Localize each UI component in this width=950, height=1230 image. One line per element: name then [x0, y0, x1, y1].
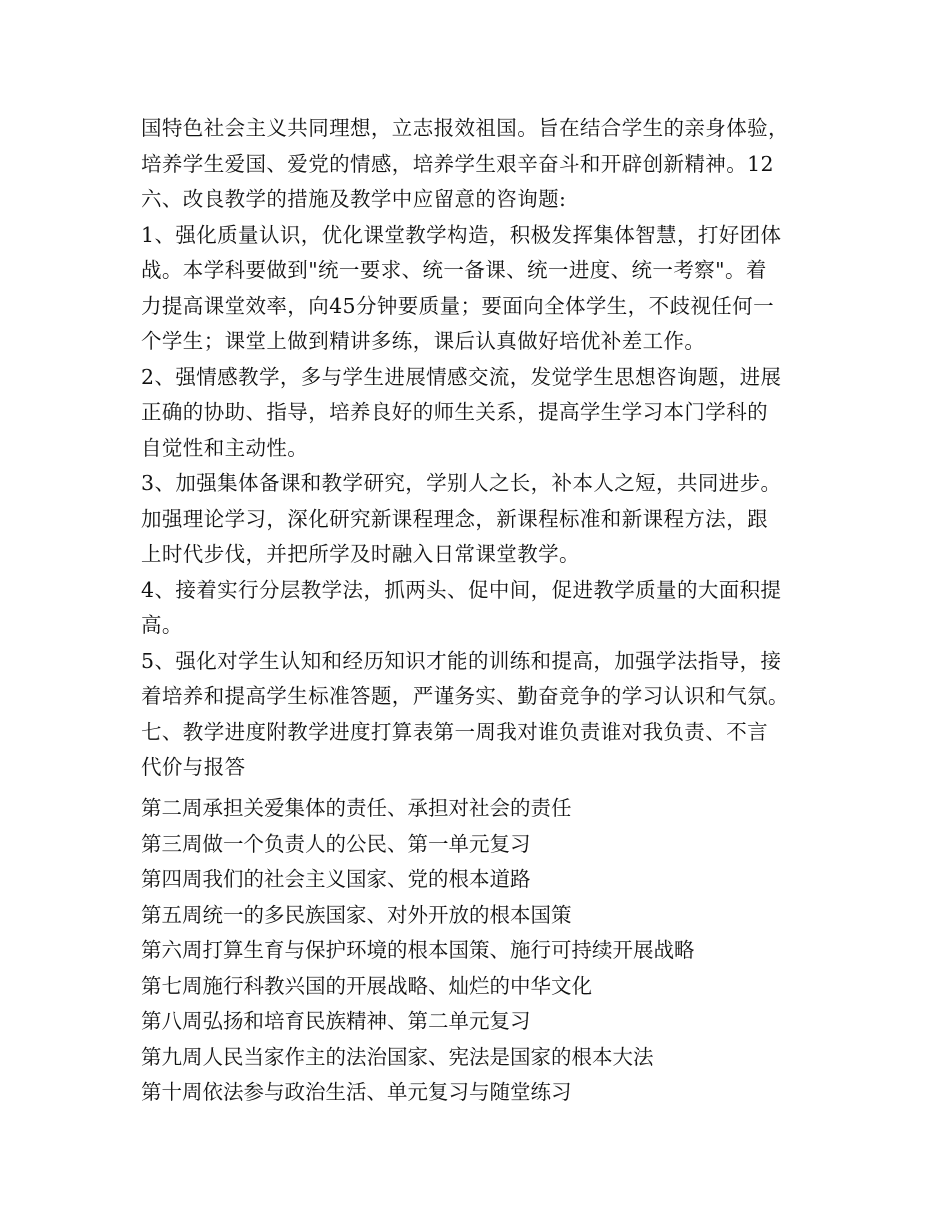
text-line: 个学生；课堂上做到精讲多练，课后认真做好培优补差工作。: [141, 329, 706, 353]
week-item: 第九周人民当家作主的法治国家、宪法是国家的根本大法: [141, 1044, 654, 1069]
week-item: 第二周承担关爱集体的责任、承担对社会的责任: [141, 796, 572, 820]
text-line: 着培养和提高学生标准答题，严谨务实、勤奋竞争的学习认识和气氛。: [141, 684, 789, 708]
text-line: 国特色社会主义共同理想，立志报效祖国。旨在结合学生的亲身体验，: [141, 116, 789, 140]
text-line: 5、强化对学生认知和经历知识才能的训练和提高，加强学法指导，接: [141, 648, 782, 673]
text-line: 4、接着实行分层教学法，抓两头、促中间，促进教学质量的大面积提: [141, 577, 782, 602]
week-item: 第八周弘扬和培育民族精神、第二单元复习: [141, 1009, 531, 1033]
text-line: 战。本学科要做到"统一要求、统一备课、统一进度、统一考察"。着: [141, 258, 767, 282]
section-heading-six: 六、改良教学的措施及教学中应留意的咨询题:: [141, 187, 567, 211]
text-line: 自觉性和主动性。: [141, 435, 309, 460]
text-line: 力提高课堂效率，向45分钟要质量；要面向全体学生，不歧视任何一: [141, 293, 774, 318]
text-line: 培养学生爱国、爱党的情感，培养学生艰辛奋斗和开辟创新精神。12: [141, 151, 774, 176]
text-line: 上时代步伐，并把所学及时融入日常课堂教学。: [141, 542, 580, 566]
section-heading-seven: 七、教学进度附教学进度打算表第一周我对谁负责谁对我负责、不言: [141, 719, 768, 744]
week-item: 第六周打算生育与保护环境的根本国策、施行可持续开展战略: [141, 938, 695, 962]
text-line: 3、加强集体备课和教学研究，学别人之长，补本人之短，共同进步。: [141, 471, 782, 495]
text-line: 加强理论学习，深化研究新课程理念，新课程标准和新课程方法，跟: [141, 506, 768, 531]
week-item: 第七周施行科教兴国的开展战略、灿烂的中华文化: [141, 973, 592, 998]
text-line: 代价与报答: [141, 755, 246, 779]
week-schedule-list: [141, 791, 831, 1111]
text-line: 正确的协助、指导，培养良好的师生关系，提高学生学习本门学科的: [141, 400, 768, 424]
week-item: 第五周统一的多民族国家、对外开放的根本国策: [141, 902, 572, 927]
week-item: 第三周做一个负责人的公民、第一单元复习: [141, 831, 531, 856]
body-text: [141, 111, 831, 786]
text-line: 2、强情感教学，多与学生进展情感交流，发觉学生思想咨询题，进展: [141, 364, 782, 389]
week-item: 第四周我们的社会主义国家、党的根本道路: [141, 867, 531, 891]
text-line: 高。: [141, 613, 183, 637]
text-line: 1、强化质量认识，优化课堂教学构造，积极发挥集体智慧，打好团体: [141, 222, 782, 247]
week-item: 第十周依法参与政治生活、单元复习与随堂练习: [141, 1080, 572, 1104]
